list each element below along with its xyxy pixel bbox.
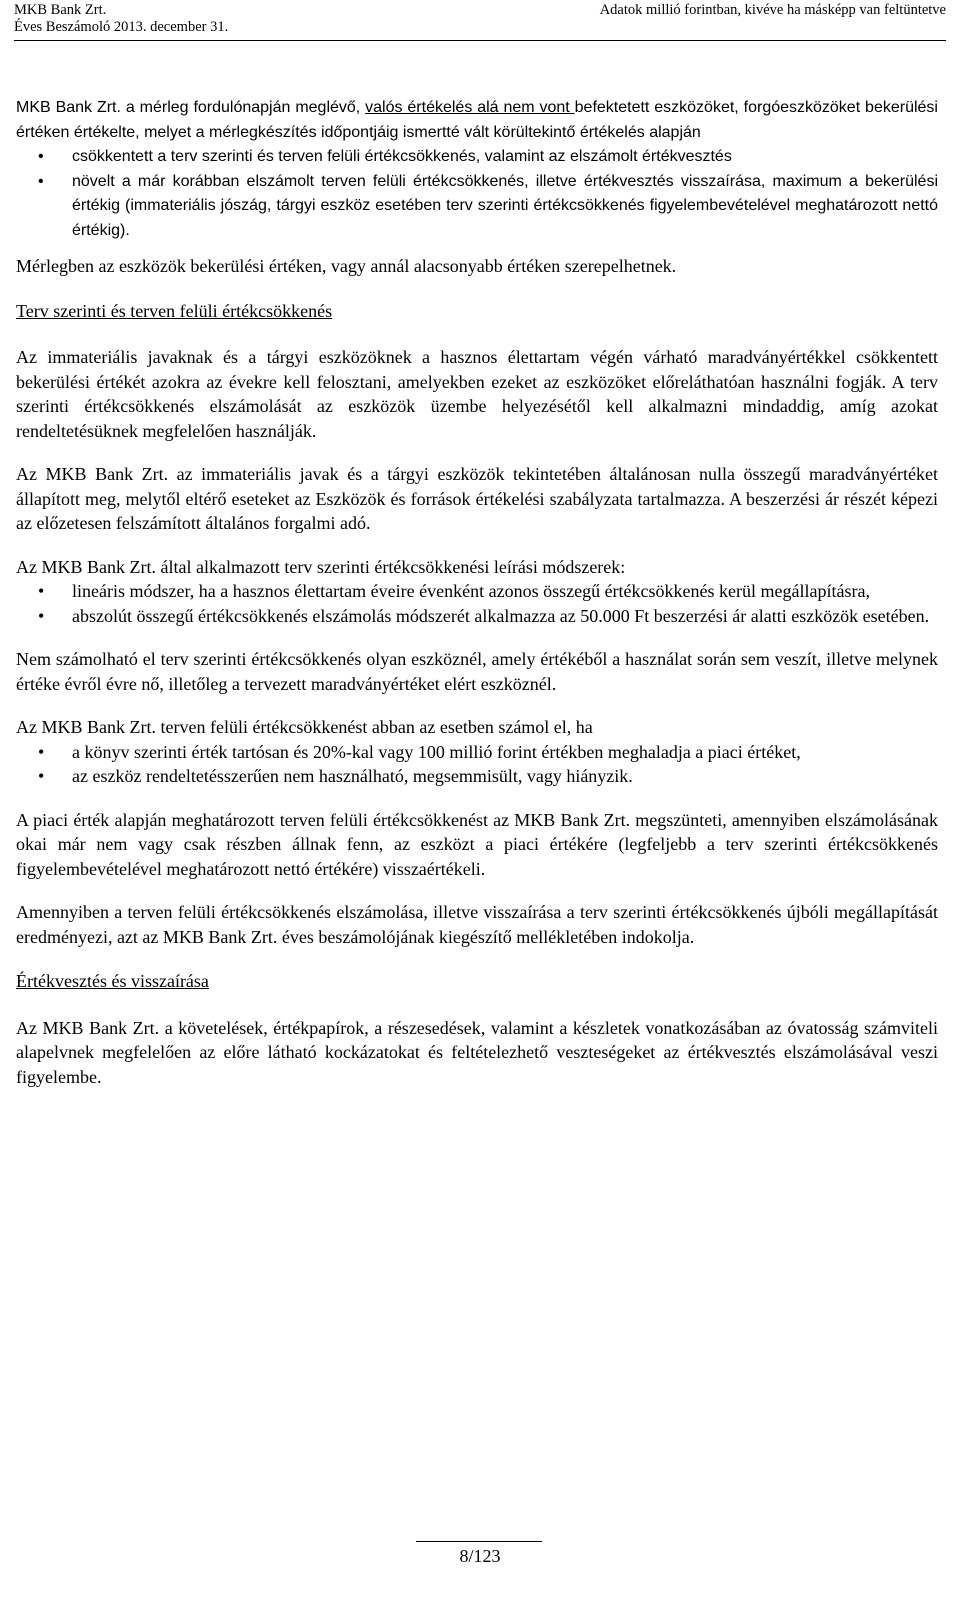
list-item: [16, 604, 938, 629]
methods-paragraph: Az MKB Bank Zrt. által alkalmazott terv szerinti értékcsökkenési leírási módszerek:: [16, 556, 626, 577]
extra-bullet-list: [16, 740, 938, 789]
list-item-text: abszolút összegű értékcsökkenés elszámolás módszerét alkalmazza az 50.000 Ft beszerzési ár alatti eszközök esetében.: [72, 605, 930, 626]
intro-bullet-list: [16, 145, 938, 243]
extra-depreciation-paragraph: Az MKB Bank Zrt. terven felüli értékcsökkenést abban az esetben számol el, ha: [16, 717, 593, 737]
methods-bullet-list: [16, 579, 938, 628]
bullet-icon: •: [38, 148, 44, 165]
list-item: [16, 145, 938, 170]
header-left: [14, 2, 228, 36]
bullet-icon: •: [38, 741, 45, 762]
bullet-icon: •: [38, 766, 45, 786]
footer-divider: [416, 1541, 542, 1542]
list-item-text: csökkentett a terv szerinti és terven felüli értékcsökkenés, valamint az elszámolt értékvesztés: [72, 148, 732, 165]
bullet-icon: •: [38, 172, 44, 190]
list-item: [16, 170, 938, 244]
intro-underlined: valós értékelés alá nem vont: [365, 99, 575, 116]
market-value-paragraph: A piaci érték alapján meghatározott terven felüli értékcsökkenést az MKB Bank Zrt. megszünteti, amennyiben elszámolásának okai már nem vagy csak részben állnak fenn, az eszközt a piaci értékére (legfeljebb a terv szerinti értékcsökkenés figyelembevételével meghatározott nettó értékére) visszaértékeli.: [16, 809, 938, 879]
document-body: [16, 96, 938, 1089]
impairment-paragraph: Az MKB Bank Zrt. a követelések, értékpapírok, a részesedések, valamint a készletek vonatkozásában az óvatosság számviteli alapelvnek megfelelően az előre látható kockázatokat és feltételezhető veszteségeket az értékvesztés elszámolásával veszi figyelembe.: [16, 1017, 938, 1087]
immaterial-paragraph: Az immateriális javaknak és a tárgyi eszközöknek a hasznos élettartam végén várható maradványértékkel csökkentett bekerülési értékét azokra az évekre kell felosztani, amelyekben ezeket az eszközöket előreláthatóan használni fogják. A terv szerinti értékcsökkenés elszámolását az eszközök üzembe helyezésétől kell alkalmazni mindaddig, amíg azokat rendeltetésüknek megfelelően használják.: [16, 347, 938, 441]
list-item: [16, 579, 938, 604]
list-item: [16, 740, 938, 765]
bullet-icon: •: [38, 581, 45, 601]
reversal-paragraph: Amennyiben a terven felüli értékcsökkenés elszámolása, illetve visszaírása a terv szerinti értékcsökkenés újbóli megállapítását eredményezi, azt az MKB Bank Zrt. éves beszámolójának kiegészítő mellékletében indokolja.: [16, 902, 938, 947]
list-item-text: lineáris módszer, ha a hasznos élettartam éveire évenként azonos összegű értékcsökkenés kerül megállapításra,: [72, 581, 870, 601]
balance-paragraph: Mérlegben az eszközök bekerülési értéken, vagy annál alacsonyabb értéken szerepelhetnek.: [16, 256, 677, 276]
no-depreciation-paragraph: Nem számolható el terv szerinti értékcsökkenés olyan eszköznél, amely értékéből a használat során sem veszít, illetve melynek értéke évről évre nő, illetőleg a tervezett maradványértéket elért eszköznél.: [16, 649, 938, 694]
section-heading-depreciation: Terv szerinti és terven felüli értékcsökkenés: [16, 300, 333, 321]
intro-text-2: befektetett eszközöket, forgóeszközöket bekerülési értéken értékelte, melyet a mérlegkészítés időpontjáig ismertté vált körültekintő értékelés alapján: [16, 99, 938, 141]
header-company: MKB Bank Zrt.: [14, 2, 107, 18]
list-item: [16, 764, 938, 789]
header-units-note: Adatok millió forintban, kivéve ha másképp van feltüntetve: [599, 2, 946, 18]
page-number: 8/123: [459, 1546, 501, 1566]
intro-text-1: MKB Bank Zrt. a mérleg fordulónapján meglévő,: [16, 99, 366, 116]
section-heading-impairment: Értékvesztés és visszaírása: [16, 971, 209, 991]
header-report-title: Éves Beszámoló 2013. december 31.: [14, 19, 229, 35]
intro-paragraph: [16, 96, 938, 145]
page-header: [14, 2, 946, 41]
residual-value-paragraph: Az MKB Bank Zrt. az immateriális javak és a tárgyi eszközök tekintetében általánosan nulla összegű maradványértéket állapított meg, melytől eltérő eseteket az Eszközök és források értékelési szabályzata tartalmazza. A beszerzési ár részét képezi az előzetesen felszámított általános forgalmi adó.: [16, 464, 938, 533]
list-item-text: növelt a már korábban elszámolt terven felüli értékcsökkenés, illetve értékvesztés visszaírása, maximum a bekerülési értékig (immateriális jószág, tárgyi eszköz esetében terv szerinti értékcsökkenés figyelembevételével meghatározott nettó értékig).: [72, 172, 938, 239]
list-item-text: a könyv szerinti érték tartósan és 20%-kal vagy 100 millió forint értékben meghaladja a piaci értéket,: [72, 741, 801, 762]
bullet-icon: •: [38, 605, 45, 626]
list-item-text: az eszköz rendeltetésszerűen nem használható, megsemmisült, vagy hiányzik.: [72, 766, 633, 786]
